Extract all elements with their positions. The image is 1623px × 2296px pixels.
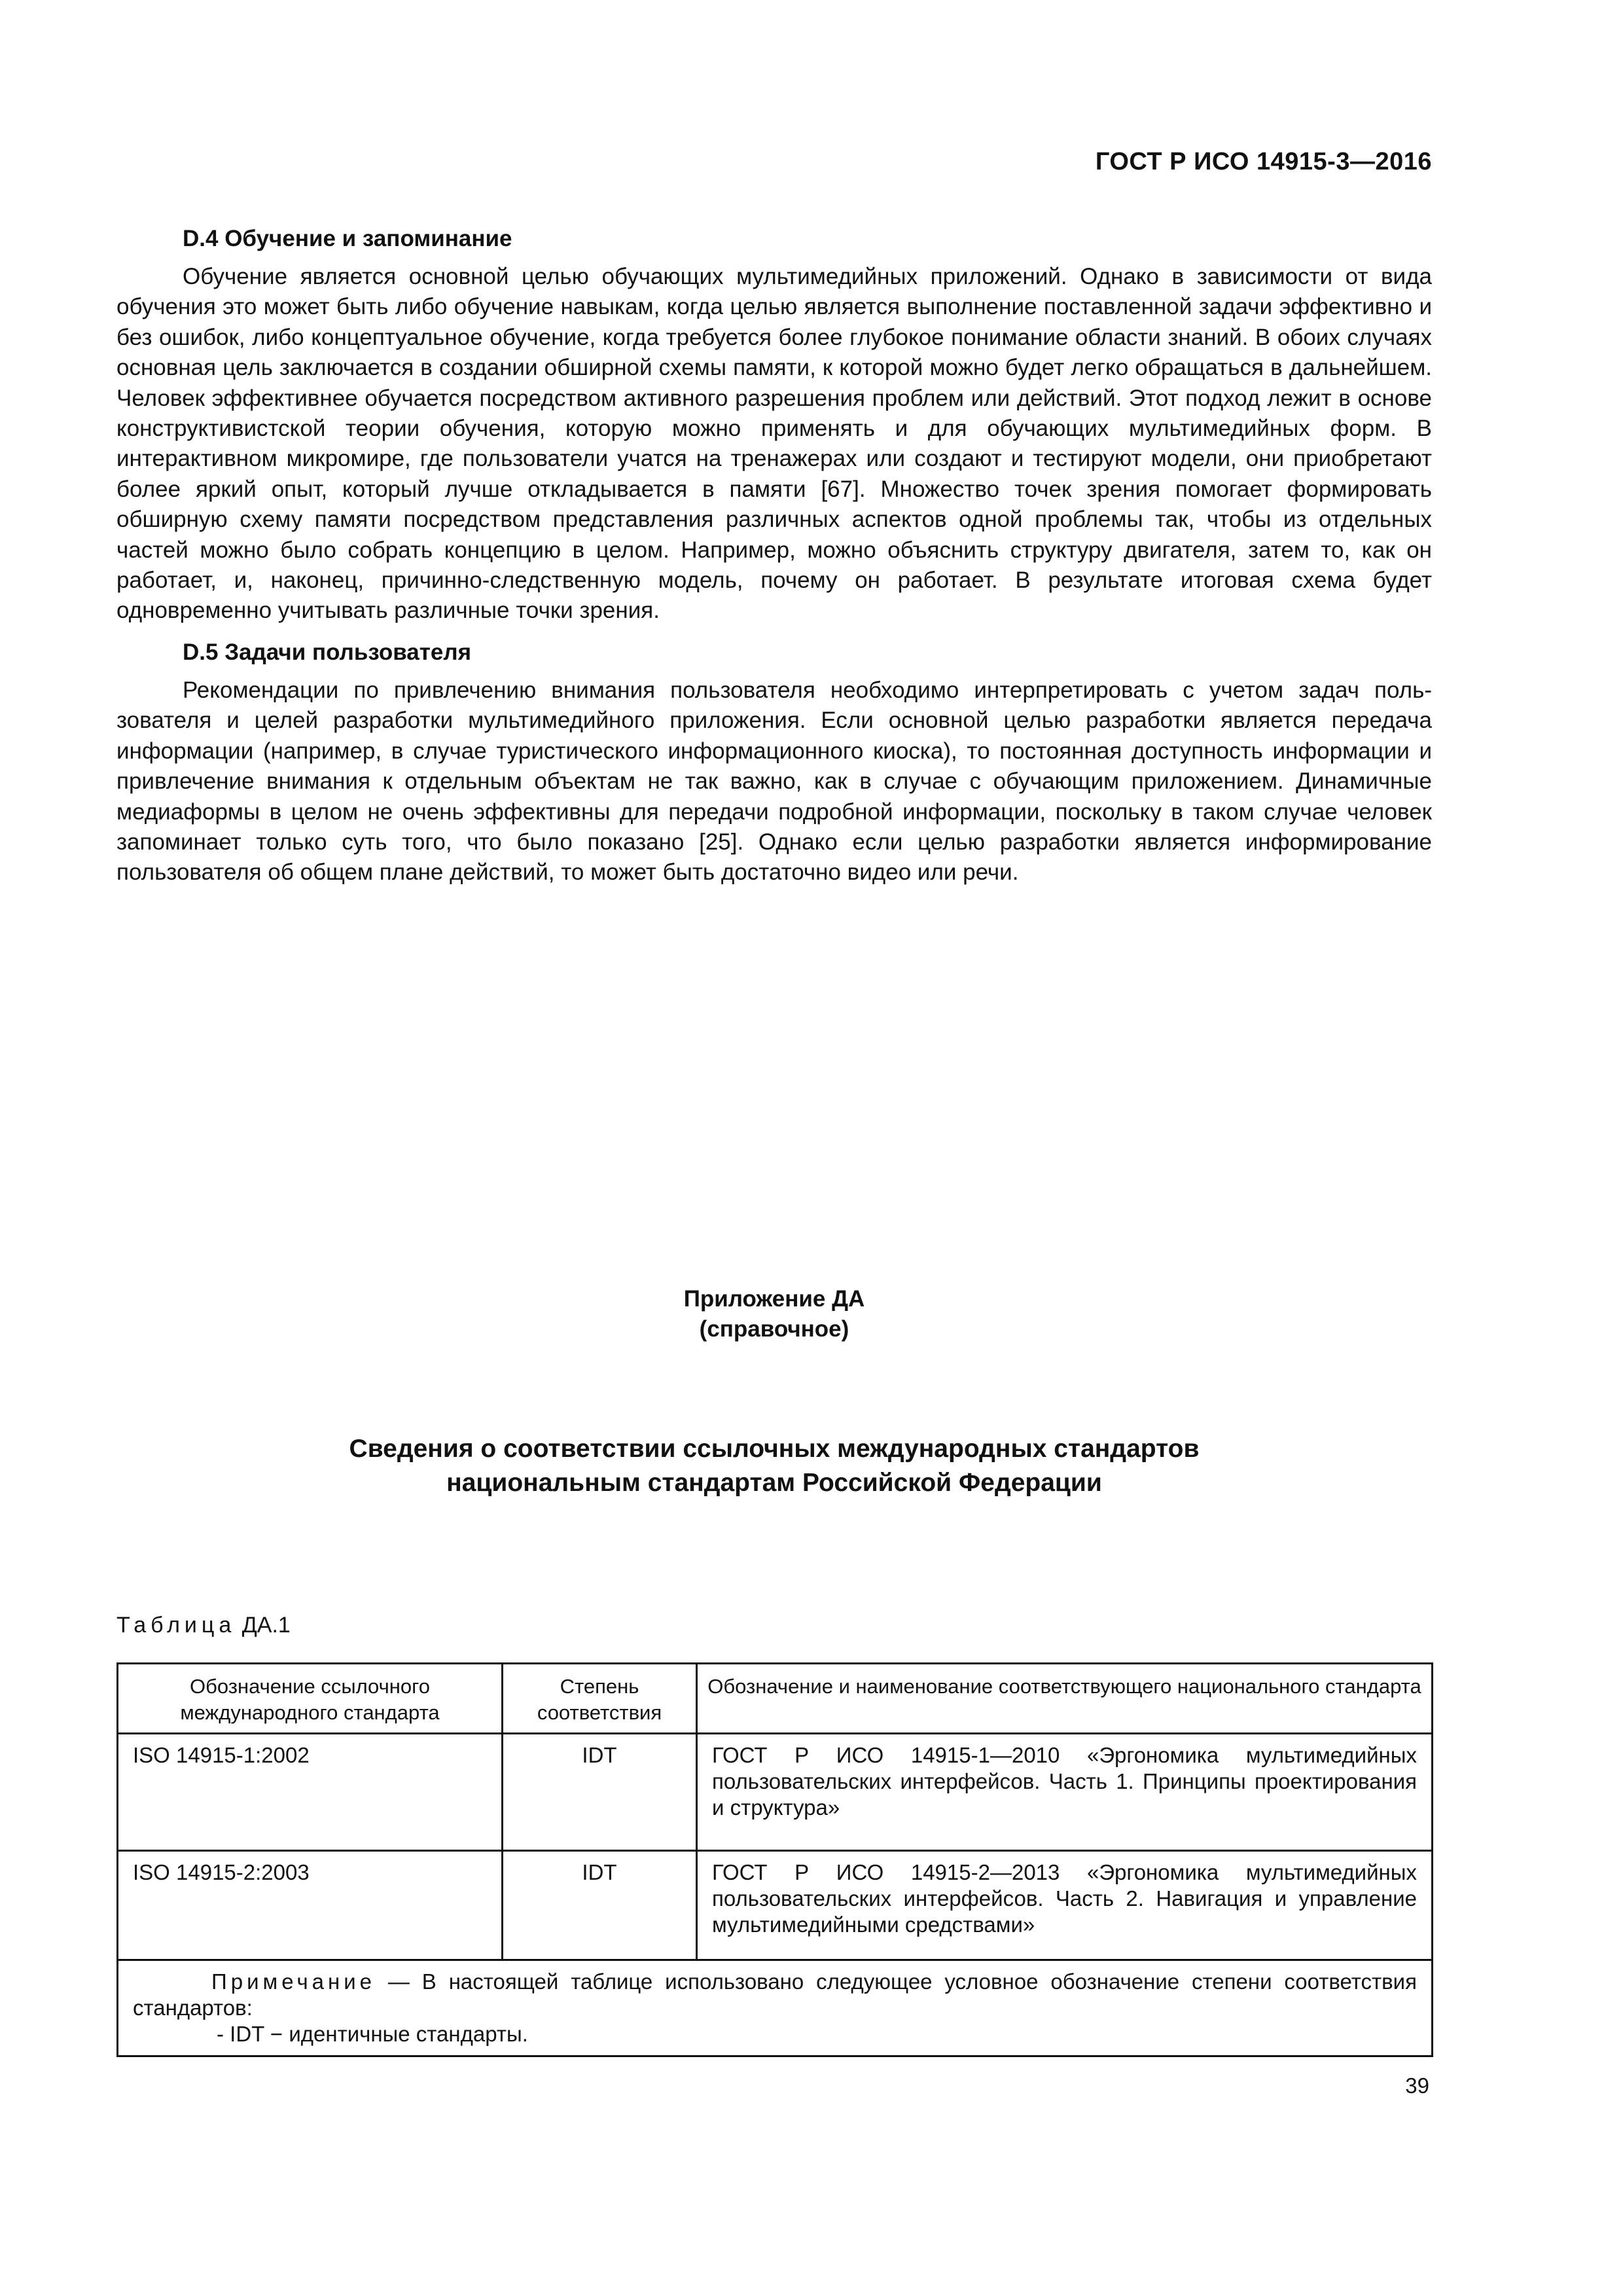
table-caption <box>116 1613 291 1638</box>
column-header-national: Обозначение и наименование соответствующего национального стандарта <box>697 1664 1433 1734</box>
cell-degree: IDT <box>503 1851 697 1960</box>
section-paragraph: Рекомендации по привлечению внимания пользователя необходимо интерпретировать с учетом задач пользователя и целей разработки мультимедийного приложения. Если основной целью разработки является передача информации (например, в случае туристического информационного киоска), то постоянная доступность информации и привлечение внимания к отдельным объектам не так важно, как в случае с обучающим приложением. Динамичные медиаформы в целом не очень эффективны для передачи подробной информации, поскольку в таком случае человек запоминает только суть того, что было показано [25]. Однако если целью разработки является информирование пользователя об общем плане действий, то может быть достаточно видео или речи. <box>116 677 1432 886</box>
table-caption-label: Таблица <box>116 1613 236 1638</box>
table-note-row <box>118 1960 1433 2056</box>
table-note <box>118 1960 1433 2056</box>
section-heading: D.5 Задачи пользователя <box>183 639 472 665</box>
cell-national-standard: ГОСТ Р ИСО 14915-1—2010 «Эргономика мультимедийных пользовательских интерфейсов. Часть 1. Принципы проектирования и структура» <box>697 1734 1433 1851</box>
table-header-row <box>118 1664 1433 1734</box>
note-text: — В настоящей таблице использовано следующее условное обозначение степени соответствия стандартов: <box>133 1969 1417 2020</box>
appendix-heading-line-1: Сведения о соответствии ссылочных международных стандартов <box>349 1435 1200 1463</box>
column-header-degree: Степень соответствия <box>503 1664 697 1734</box>
cell-intl-standard: ISO 14915-2:2003 <box>118 1851 503 1960</box>
page-number: 39 <box>1405 2073 1429 2098</box>
cell-intl-standard: ISO 14915-1:2002 <box>118 1734 503 1851</box>
note-label: Примечание <box>211 1969 376 1994</box>
appendix-title: Приложение ДА <box>683 1286 865 1312</box>
table-caption-number: ДА.1 <box>241 1613 291 1638</box>
section-heading: D.4 Обучение и запоминание <box>183 226 512 251</box>
standards-table <box>116 1662 1433 2057</box>
appendix-heading <box>116 1432 1432 1500</box>
section-d5 <box>116 636 1432 888</box>
document-code: ГОСТ Р ИСО 14915-3—2016 <box>1095 148 1432 175</box>
column-header-intl: Обозначение ссылочного международного стандарта <box>118 1664 503 1734</box>
table-row <box>118 1734 1433 1851</box>
cell-degree: IDT <box>503 1734 697 1851</box>
table-row <box>118 1851 1433 1960</box>
section-d4 <box>116 223 1432 626</box>
section-paragraph: Обучение является основной целью обучающих мультимедийных приложений. Однако в зависимости от вида обучения это может быть либо обучение навыкам, когда целью является выполнение поставленной задачи эффективно и без ошибок, либо концептуальное обучение, когда требуется более глубокое понимание области знаний. В обоих случаях основная цель заключается в создании обширной схемы памяти, к которой можно будет легко обращаться в дальнейшем. Человек эффективнее обучается посредством активного разрешения проблем или действий. Этот подход лежит в основе конструктивистской теории обучения, которую можно применять и для обучающих мультимедийных форм. В интерактивном микромире, где пользователи учатся на тренажерах или создают и тестируют модели, они приобретают более яркий опыт, который лучше откладывается в памяти [67]. Множество точек зрения помогает формировать обширную схему памяти посредством представления различных аспектов одной проблемы так, чтобы из отдельных частей можно было собрать концепцию в целом. Например, можно объяснить структуру двигателя, затем то, как он работает, и, наконец, причинно-следственную модель, почему он работает. В результате итоговая схема будет одновременно учитывать различные точки зрения. <box>116 264 1432 624</box>
appendix-heading-line-2: национальным стандартам Российской Федерации <box>446 1469 1102 1497</box>
appendix-subtitle: (справочное) <box>699 1316 849 1342</box>
note-item: - IDT − идентичные стандарты. <box>217 2022 528 2046</box>
cell-national-standard: ГОСТ Р ИСО 14915-2—2013 «Эргономика мультимедийных пользовательских интерфейсов. Часть 2. Навигация и управление мультимедийными средствами» <box>697 1851 1433 1960</box>
